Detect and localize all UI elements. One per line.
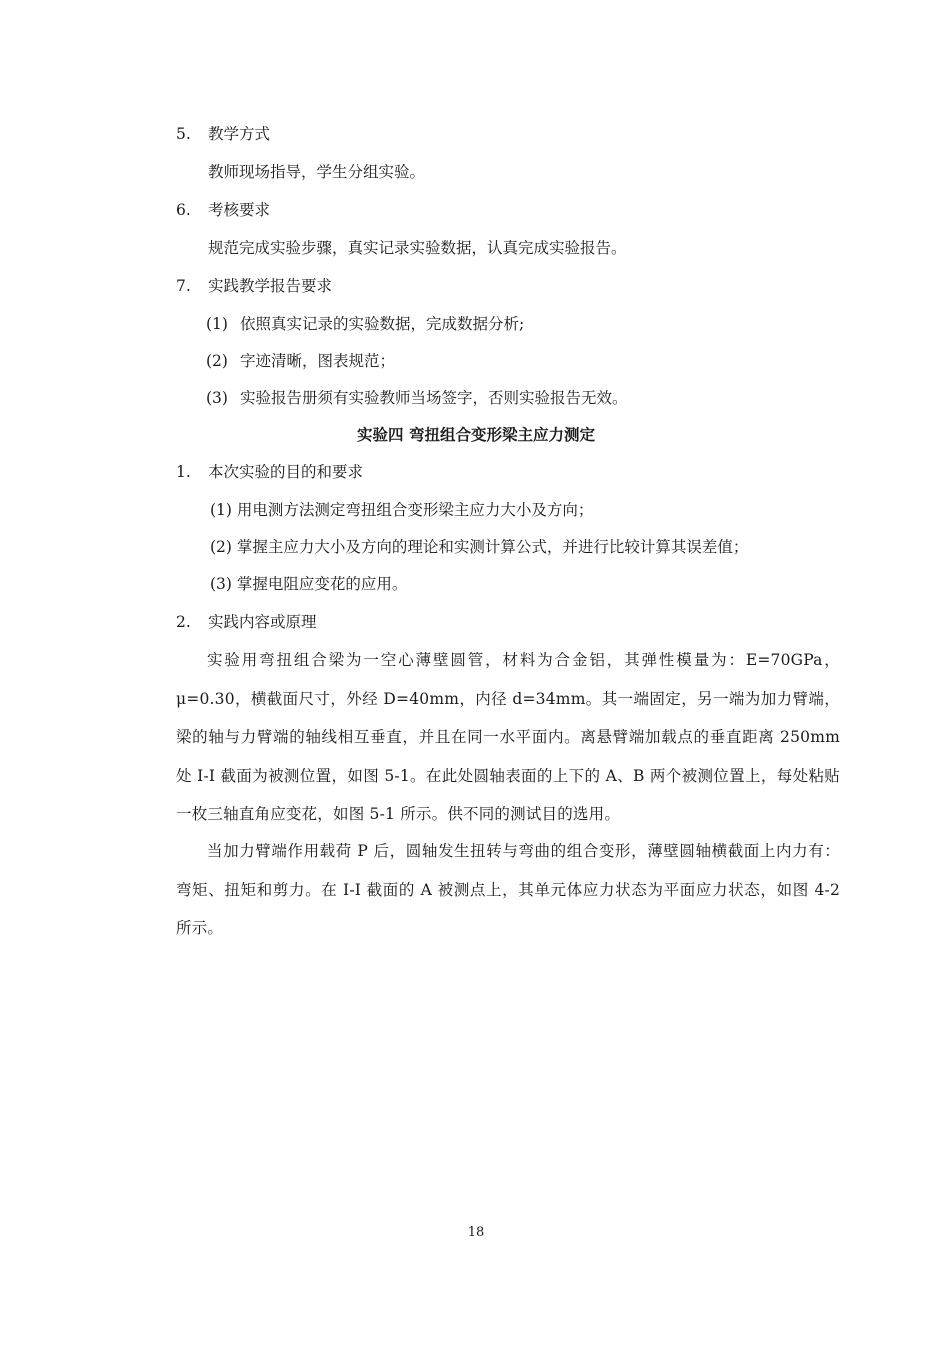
item-number: (3) (206, 389, 228, 407)
experiment-title: 实验四 弯扭组合变形梁主应力测定 (357, 426, 595, 444)
item-number: (3) (210, 575, 232, 593)
item-number: (1) (210, 501, 232, 519)
item-text: 用电测方法测定弯扭组合变形梁主应力大小及方向； (236, 501, 594, 519)
page-number: 18 (467, 1225, 485, 1240)
objective-item (210, 537, 748, 557)
principle-paragraph: 当加力臂端作用载荷 P 后，圆轴发生扭转与弯曲的组合变形，薄壁圆轴横截面上内力有：弯矩、扭矩和剪力。在 I-I 截面的 A 被测点上，其单元体应力状态为平面应力状态，如图 4-2 所示。 (176, 842, 840, 937)
item-text: 字迹清晰，图表规范； (240, 352, 396, 370)
section-title: 实践内容或原理 (208, 613, 317, 631)
item-text: 依照真实记录的实验数据，完成数据分析; (240, 315, 525, 333)
section-heading-teaching-method (176, 124, 270, 144)
section-number: 6. (176, 201, 191, 219)
section-number: 2. (176, 613, 191, 631)
section-number: 7. (176, 277, 191, 295)
section-title: 本次实验的目的和要求 (208, 463, 364, 481)
section-number: 5. (176, 125, 191, 143)
teaching-method-text: 教师现场指导，学生分组实验。 (208, 163, 426, 181)
item-number: (1) (206, 315, 228, 333)
section-heading-objectives (176, 462, 363, 482)
section-heading-principle (176, 612, 317, 632)
principle-paragraph: 实验用弯扭组合梁为一空心薄壁圆管，材料为合金铝，其弹性模量为：E=70GPa，μ=0.30，横截面尺寸，外经 D=40mm，内径 d=34mm。其一端固定，另一端为加力臂端，梁的轴与力臂端的轴线相互垂直，并且在同一水平面内。离悬臂端加载点的垂直距离 250mm 处 I-I 截面为被测位置，如图 5-1。在此处圆轴表面的上下的 A、B 两个被测位置上，每处粘贴一枚三轴直角应变花，如图 5-1 所示。供不同的测试目的选用。 (176, 651, 840, 823)
report-requirement-item (206, 388, 628, 408)
item-number: (2) (206, 352, 228, 370)
objective-item (210, 500, 593, 520)
report-requirement-item (206, 314, 524, 334)
section-title: 考核要求 (208, 201, 271, 219)
item-text: 实验报告册须有实验教师当场签字，否则实验报告无效。 (240, 389, 628, 407)
section-title: 教学方式 (208, 125, 271, 143)
section-number: 1. (176, 463, 191, 481)
item-number: (2) (210, 538, 232, 556)
item-text: 掌握主应力大小及方向的理论和实测计算公式，并进行比较计算其误差值； (236, 538, 749, 556)
item-text: 掌握电阻应变花的应用。 (236, 575, 408, 593)
section-heading-assessment (176, 200, 270, 220)
section-title: 实践教学报告要求 (208, 277, 333, 295)
report-requirement-item (206, 351, 395, 371)
objective-item (210, 574, 407, 594)
assessment-text: 规范完成实验步骤，真实记录实验数据，认真完成实验报告。 (208, 239, 627, 257)
section-heading-report-requirements (176, 276, 332, 296)
